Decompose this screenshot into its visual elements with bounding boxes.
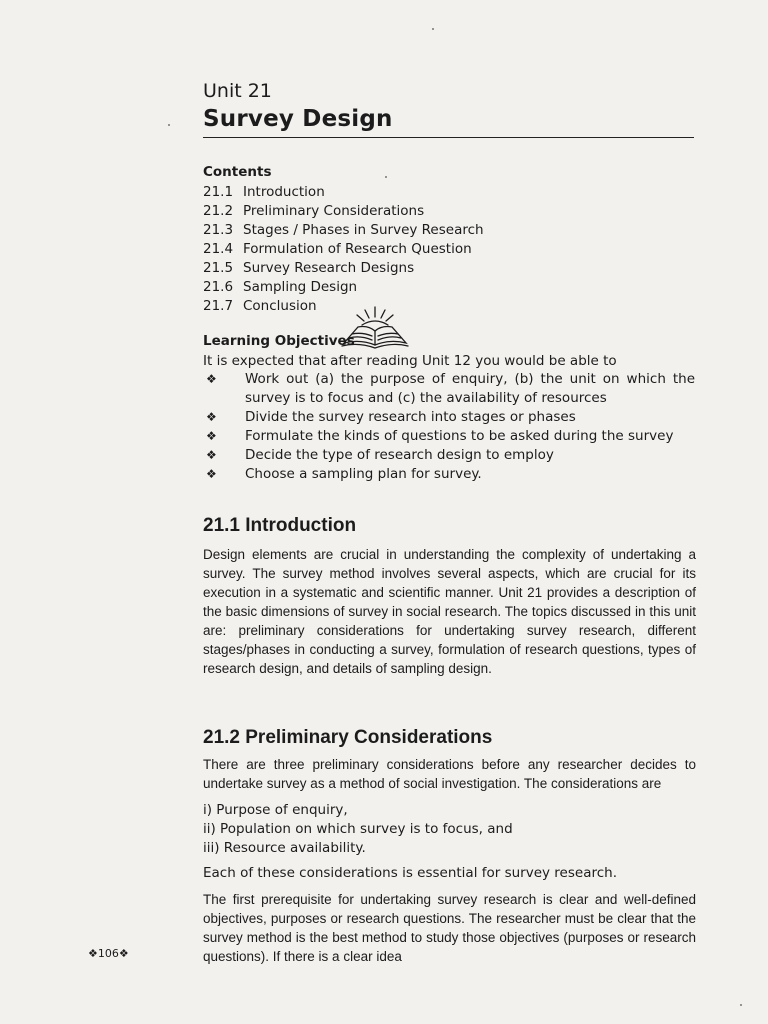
list-item	[203, 446, 695, 465]
scan-speck	[168, 124, 170, 126]
title-rule	[203, 137, 694, 138]
diamond-bullet-icon: ❖	[206, 467, 217, 481]
considerations-note: Each of these considerations is essential for survey research.	[203, 865, 617, 881]
toc-item-number: 21.2	[203, 203, 234, 219]
scan-speck	[385, 176, 387, 178]
diamond-bullet-icon: ❖	[206, 448, 217, 462]
toc-item	[203, 259, 484, 278]
diamond-bullet-icon: ❖	[206, 372, 217, 386]
toc-item-label: Preliminary Considerations	[243, 203, 425, 219]
toc-item-label: Survey Research Designs	[243, 260, 415, 276]
preliminary-intro-paragraph: There are three preliminary considerations before any researcher decides to undertake survey as a method of social investigation. The considerations are	[203, 757, 696, 791]
objective-text: Choose a sampling plan for survey.	[245, 466, 482, 482]
toc-item	[203, 221, 484, 240]
scan-speck	[740, 1004, 742, 1006]
unit-label: Unit 21	[203, 80, 272, 102]
contents-heading: Contents	[203, 164, 272, 180]
toc-item-label: Conclusion	[243, 298, 317, 314]
diamond-bullet-icon: ❖	[206, 410, 217, 424]
consideration-item: ii) Population on which survey is to focus, and	[203, 821, 513, 837]
section-heading-preliminary-considerations: 21.2 Preliminary Considerations	[203, 727, 493, 748]
scan-speck	[432, 28, 434, 30]
objective-text: Divide the survey research into stages or phases	[245, 409, 576, 425]
list-item	[203, 465, 695, 484]
toc-item-number: 21.5	[203, 260, 234, 276]
toc-item-number: 21.4	[203, 241, 234, 257]
list-item	[203, 370, 695, 408]
objectives-list	[203, 370, 695, 484]
toc-item-label: Formulation of Research Question	[243, 241, 472, 257]
objective-text: Work out (a) the purpose of enquiry, (b) the unit on which the survey is to focus and (c) the availability of resources	[245, 371, 695, 406]
learning-objectives-heading: Learning Objectives	[203, 333, 355, 349]
section-heading-introduction: 21.1 Introduction	[203, 515, 357, 536]
toc-item-number: 21.7	[203, 298, 234, 314]
toc-item-label: Introduction	[243, 184, 325, 200]
toc-item-number: 21.3	[203, 222, 234, 238]
toc-item-number: 21.6	[203, 279, 234, 295]
list-item	[203, 427, 695, 446]
introduction-paragraph: Design elements are crucial in understanding the complexity of undertaking a survey. The survey method involves several aspects, which are crucial for its execution in a systematic and scientific manner. Unit 21 provides a description of the basic dimensions of survey in social research. The topics discussed in this unit are: preliminary considerations for undertaking survey research, different stages/phases in conducting a survey, formulation of research questions, types of research design, and details of sampling design.	[203, 547, 696, 676]
unit-title: Survey Design	[203, 106, 393, 132]
toc-item-number: 21.1	[203, 184, 234, 200]
learning-objectives-intro: It is expected that after reading Unit 12 you would be able to	[203, 353, 617, 369]
toc-item	[203, 278, 484, 297]
table-of-contents	[203, 183, 484, 316]
objective-text: Formulate the kinds of questions to be asked during the survey	[245, 428, 674, 444]
toc-item-label: Sampling Design	[243, 279, 358, 295]
toc-item	[203, 240, 484, 259]
page-number: ❖106❖	[88, 947, 129, 960]
prerequisite-paragraph: The first prerequisite for undertaking survey research is clear and well-defined objectives, purposes or research questions. The researcher must be clear that the survey method is the best method to study those objectives (purposes or research questions). If there is a clear idea	[203, 892, 696, 964]
consideration-item: i) Purpose of enquiry,	[203, 802, 348, 818]
open-book-icon	[338, 305, 412, 349]
list-item	[203, 408, 695, 427]
objective-text: Decide the type of research design to employ	[245, 447, 554, 463]
toc-item	[203, 202, 484, 221]
diamond-bullet-icon: ❖	[206, 429, 217, 443]
toc-item	[203, 183, 484, 202]
toc-item-label: Stages / Phases in Survey Research	[243, 222, 484, 238]
consideration-item: iii) Resource availability.	[203, 840, 366, 856]
